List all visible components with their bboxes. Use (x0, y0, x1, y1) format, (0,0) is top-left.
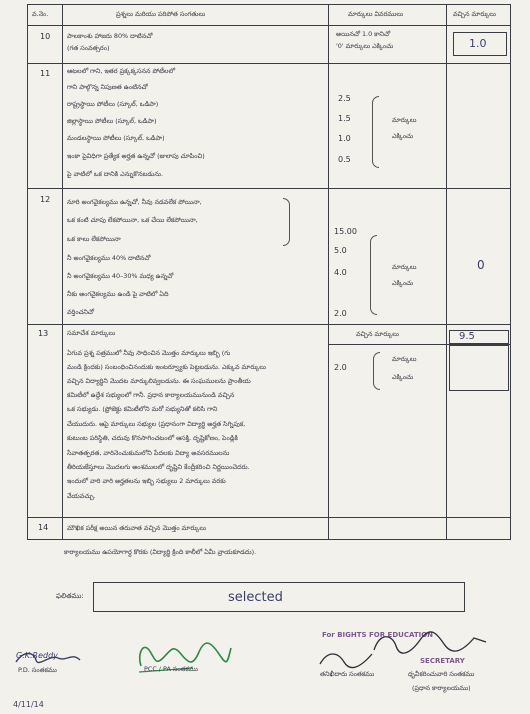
row-14-line: మౌఖిక పరీక్ష అయిన తరువాత వచ్చిన మొత్తం మార్కులు (67, 524, 207, 532)
row-12-brace (283, 198, 290, 246)
row-13-marks-header: వచ్చిన మార్కులు (356, 330, 399, 338)
header-info: ప్రశ్నలు మరియు పరిపోత సంగతులు (116, 10, 206, 18)
row-13-line: వేయవచ్చు. (67, 492, 96, 500)
row-10-marks: '0' మార్కులు ఎక్కించు (336, 42, 394, 50)
row-11-line: రాష్ట్రస్థాయి పోటీలు (స్కూల్, ఒడిపా) (67, 100, 159, 108)
row-11-line: పై వాటిలో ఒక దానికి ఎన్నుకొనబడును. (67, 170, 164, 178)
col-divider-1 (62, 4, 63, 540)
row-line-13 (27, 517, 511, 518)
row-13-line: వచ్చిన విద్యార్థిని మొదట మార్కులివ్వబడును. ఈ సంఘములను ప్రాంతీయ (67, 377, 251, 385)
row-13-line: సేవాతత్పరత, వారినెంచుకుమలోని పేదలకు విద్యా అవసరములను (67, 449, 230, 457)
row-11-sno: 11 (40, 69, 51, 78)
signature-date: 4/11/14 (13, 700, 44, 709)
table-top-border (27, 4, 511, 5)
row-12-marks-note: ఎక్కించు (392, 279, 414, 287)
row-11-mark-value: 1.5 (338, 114, 351, 123)
row-13-line: కమిటీలో ఉద్దేశ సభ్యులలో గానీ. ప్రధాన కార్యాలయమునుండి వచ్చిన (67, 391, 235, 399)
header-marks-details: మార్కులు వివరములు (348, 10, 404, 18)
head-office-signature-sub: (ప్రధాన కార్యాలయము) (412, 684, 471, 692)
row-11-line: ఆటలలో గాని, ఇతర ప్రక్కక్కసనన పోటీలలో (67, 67, 176, 75)
row-11-mark-value: 0.5 (338, 155, 351, 164)
row-11-mark-value: 2.5 (338, 94, 351, 103)
row-12-line: ఒక కాలు లేకపోయినా (67, 235, 121, 243)
row-13-line: తీరియజేస్తూలు మొదలగు అంశములలో దృష్టిని కేంద్రీకరించి నిర్ణయించెదరు. (67, 463, 250, 471)
row-11-mark-value: 1.0 (338, 134, 351, 143)
table-bottom-border (27, 539, 511, 540)
stamp-line-2: SECRETARY (420, 657, 465, 665)
row-13-obtained-box-2 (449, 345, 509, 391)
row-11-marks-note: ఎక్కించు (392, 132, 414, 140)
row-11-brace (372, 96, 379, 168)
row-13-line: చేయుదురు. ఆపై మార్కులు సభ్యుల (ప్రధానంగా విద్యార్థి అర్హత సిగ్నిపుక, (67, 420, 246, 428)
table-left-border (27, 4, 28, 540)
row-12-line: నీకు అంగవైకల్యము ఉండి పై వాటిలో ఏది (67, 290, 169, 298)
row-11-line: జిల్లాస్థాయి పోటీలు (స్కూల్, ఒడిపా) (67, 117, 157, 125)
row-line-header (27, 25, 511, 26)
row-13-mark-value: 2.0 (334, 363, 347, 372)
row-14-sno: 14 (38, 523, 49, 532)
row-13-line: కుటుంబ పరిస్థితి, చదువు కొనసాగించటంలో ఆసక్తి, దృష్టికోణం, పెండ్లికి (67, 434, 238, 442)
pcc-signature-label: PCC / PA సంతకము (144, 665, 198, 673)
row-12-marks-note: మార్కులు (392, 263, 417, 271)
row-12-obtained: 0 (477, 258, 485, 272)
result-label: ఫలితము: (56, 592, 84, 600)
row-10-sno: 10 (40, 32, 51, 41)
row-13-line: ఏగువ ప్రశ్న పత్రములో నీవు సాధించిన మొత్తం మార్కులు ఇబ్బి (గు (67, 349, 231, 357)
row-10-line: పాలకాంశు హాజరు 80% దాటినచో (67, 32, 153, 40)
head-office-signature-scribble (370, 628, 490, 658)
col-divider-3 (446, 4, 447, 540)
row-13-obtained-box (449, 330, 509, 344)
row-13-heading: సమాచేశ మార్కులు (67, 329, 116, 337)
row-12-mark-value: 2.0 (334, 309, 347, 318)
row-10-line: (గత సంవత్సరం) (67, 44, 110, 52)
pd-signature-name: G.K.Reddy (16, 651, 58, 660)
row-13-obtained: 9.5 (459, 331, 475, 342)
row-12-line: వర్తించనిచో (67, 308, 95, 316)
row-13-marks-note: ఎక్కించు (392, 373, 414, 381)
row-12-line: ఒక కంటి చూపు లేకపోయినా, ఒక చేయి లేకపోయినా, (67, 216, 198, 224)
row-12-line: నీ అంగవైకల్యము 40% దాటినచో (67, 254, 151, 262)
row-13-line: ఒక సభ్యుడు. (ఫ్రోజెక్టు కమిటీలోని మరో సభ్యునితో కలిసి గాని (67, 405, 218, 413)
row-13-marks-note: మార్కులు (392, 355, 417, 363)
row-line-12 (27, 324, 511, 325)
row-13-line: మండి క్రిందకు) సంబంధించినందుకు ఇంటర్వ్యూకు పెట్టబడును. ఎక్కువ మార్కులు (67, 363, 266, 371)
stamp-line-1: For BIGHTS FOR EDUCATION (322, 631, 434, 639)
office-use-footnote: కార్యాలయము ఉపయోగార్థ కొరకు (విద్యార్థి క్రింది కాలీలో ఏమీ వ్రాయకూడదు). (64, 548, 257, 556)
row-12-mark-value: 4.0 (334, 268, 347, 277)
row-11-marks-note: మార్కులు (392, 116, 417, 124)
row-11-line: ఇంకా పైవిధిగా ప్రత్యేక అర్హత ఉన్నచో (జులాపు చూపించి) (67, 152, 205, 160)
row-line-10 (27, 63, 511, 64)
header-sno: వ.నెం. (32, 10, 49, 18)
row-12-line: నీ అంగవైకల్యము 40–30% మధ్య ఉన్నచో (67, 272, 174, 280)
row-13-line: ఇందులో వారి వారి అర్హతలను ఇబ్బి సభ్యులు 2 మార్కులు వరకు (67, 477, 226, 485)
row-11-line: మండలస్థాయి పోటీలు (స్కూల్, ఒడిపా) (67, 134, 165, 142)
head-office-signature-label: ధృవీకరించువారి సంతకము (408, 670, 475, 678)
row-12-brace-marks (370, 235, 377, 315)
table-right-border (510, 4, 511, 540)
row-12-mark-value: 5.0 (334, 246, 347, 255)
row-12-sno: 12 (40, 195, 51, 204)
row-12-mark-value: 15.00 (334, 227, 357, 236)
row-11-line: గాని పాల్గొన్న నిపుణత ఉంటినచో (67, 83, 148, 91)
pd-signature-label: P.D. సంతకము (18, 666, 57, 674)
result-value: selected (228, 590, 283, 605)
row-13-brace (373, 352, 380, 390)
header-marks-obtained: వచ్చిన మార్కులు (453, 10, 496, 18)
inspector-signature-scribble (316, 648, 376, 670)
row-10-marks: అయినచో 1.0 కానిచో (336, 30, 391, 38)
row-12-line: నూరి అంగవైకల్యము ఉన్నచో, నీవు నడవలేక పోయినా, (67, 198, 202, 206)
row-13-sno: 13 (38, 329, 49, 338)
inspector-signature-label: తనిఖీదారు సంతకము (320, 670, 375, 678)
row-line-11 (27, 188, 511, 189)
row-10-obtained: 1.0 (469, 37, 487, 50)
col-divider-2 (328, 4, 329, 540)
